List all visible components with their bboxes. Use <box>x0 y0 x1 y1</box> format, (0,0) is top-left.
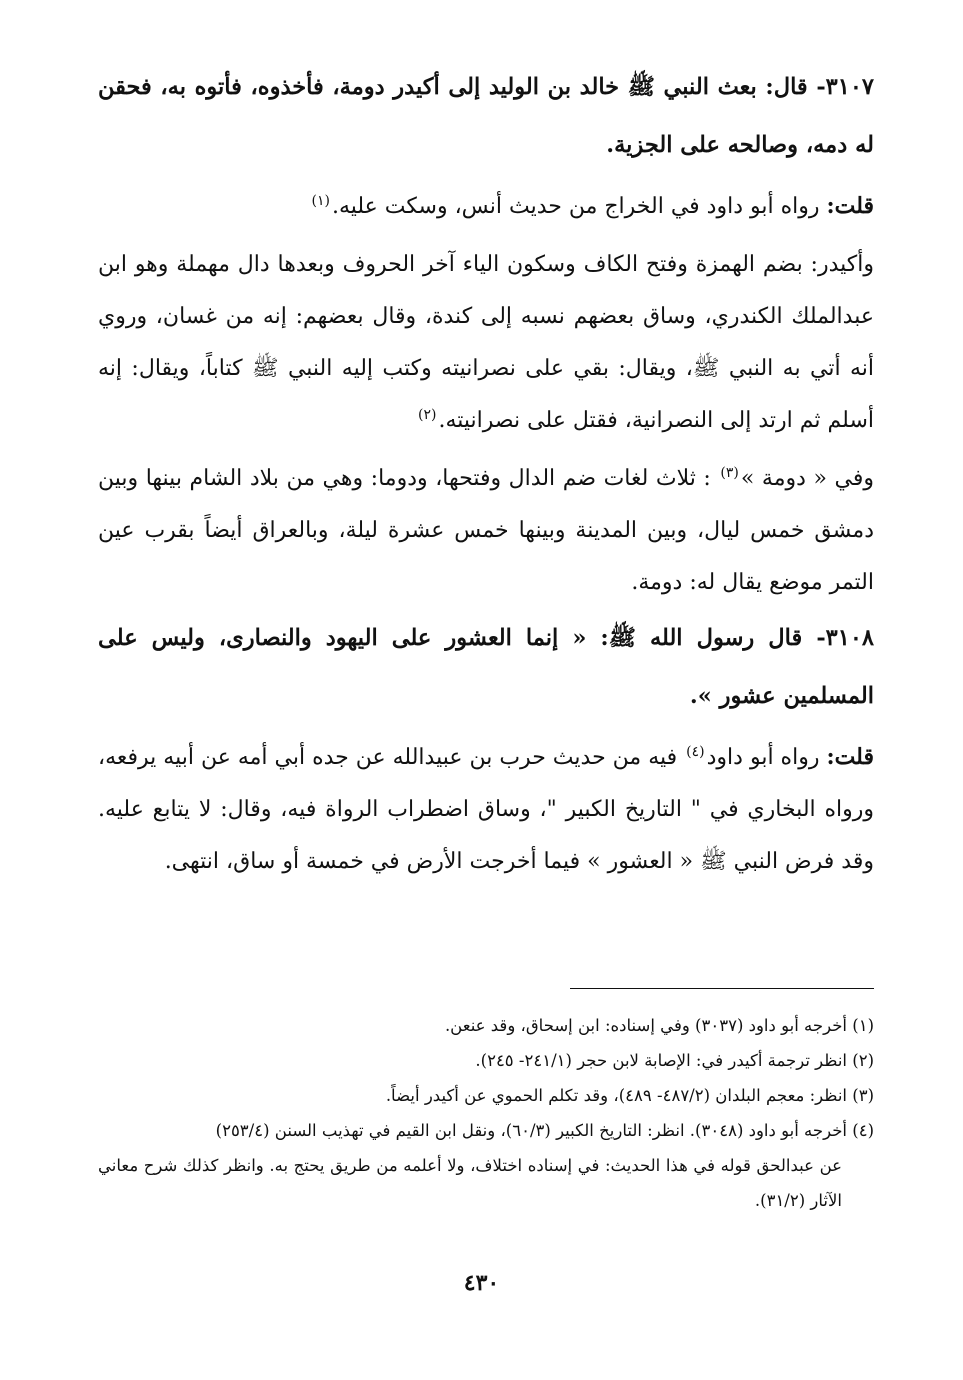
hadith-number: ٣١٠٨- <box>816 625 874 651</box>
hadith-text: قال رسول الله ﷺ: « إنما العشور على اليهود والنصارى، وليس على المسلمين عشور ». <box>98 625 874 709</box>
qult-label: قلت: <box>826 744 874 770</box>
footnote-3: (٣) انظر: معجم البلدان (٤٨٧/٢- ٤٨٩)، وقد تكلم الحموي عن أكيدر أيضاً. <box>385 1086 874 1105</box>
hadith-text: قال: بعث النبي ﷺ خالد بن الوليد إلى أكيدر دومة، فأخذوه، فأتوه به، فحقن له دمه، وصالحه على الجزية. <box>98 74 874 158</box>
duma-paragraph <box>98 453 874 609</box>
commentary-text-after: فيه من حديث حرب بن عبيدالله عن جده أبي أمه عن أبيه يرفعه، ورواه البخاري في " التاريخ الكبير "، وساق اضطراب الرواة فيه، وقال: لا يتابع عليه. وقد فرض النبي ﷺ « العشور » فيما أخرجت الأرض في خمسة أو ساق، انتهى. <box>98 745 874 874</box>
footnote-1: (١) أخرجه أبو داود (٣٠٣٧) وفي إسناده: ابن إسحاق، وقد عنعن. <box>444 1016 874 1035</box>
footnote-marker: (٤) <box>686 743 705 760</box>
hadith-3107 <box>98 58 874 174</box>
page-number: ٤٣٠ <box>463 1270 500 1296</box>
hadith-number: ٣١٠٧- <box>816 74 874 100</box>
footnote-4-continuation: عن عبدالحق قوله في هذا الحديث: في إسناده اختلاف، ولا أعلمه من طريق يحتج به. وانظر كذلك شرح معاني الآثار (٣١/٢). <box>98 1156 842 1210</box>
footnote-separator <box>570 988 874 989</box>
commentary-text-before: رواه أبو داود <box>706 745 820 770</box>
footnotes <box>98 1008 874 1218</box>
paragraph-text: وأكيدر: بضم الهمزة وفتح الكاف وسكون الياء آخر الحروف وبعدها دال مهملة وهو ابن عبدالملك الكندري، وساق بعضهم نسبه إلى كندة، وقال بعضهم: إنه من غسان، وروي أنه أتي به النبي ﷺ، ويقال: بقي على نصرانيته وكتب إليه النبي ﷺ كتاباً، ويقال: إنه أسلم ثم ارتد إلى النصرانية، فقتل على نصرانيته. <box>98 252 874 433</box>
paragraph-text-before: وفي « دومة » <box>740 466 874 491</box>
footnote-4: (٤) أخرجه أبو داود (٣٠٤٨). انظر: التاريخ الكبير (٦٠/٣)، ونقل ابن القيم في تهذيب السنن (٢٥٣/٤) <box>215 1121 874 1140</box>
footnote-2: (٢) انظر ترجمة أكيدر في: الإصابة لابن حجر (٢٤١/١- ٢٤٥). <box>475 1051 874 1070</box>
footnote-marker: (٣) <box>720 464 739 481</box>
ukaydir-paragraph <box>98 239 874 447</box>
commentary-3108 <box>98 731 874 888</box>
qult-label: قلت: <box>826 193 874 219</box>
page-body <box>98 58 874 888</box>
footnote-marker: (٢) <box>418 406 437 423</box>
commentary-text: رواه أبو داود في الخراج من حديث أنس، وسكت عليه. <box>331 194 820 219</box>
footnote-marker: (١) <box>311 192 330 209</box>
commentary-3107 <box>98 180 874 233</box>
hadith-3108 <box>98 609 874 725</box>
paragraph-text-after: : ثلاث لغات ضم الدال وفتحها، ودوما: وهي من بلاد الشام بينها وبين دمشق خمس ليال، وبين المدينة وبينها خمس عشرة ليلة، وبالعراق أيضاً بقرب عين التمر موضع يقال له: دومة. <box>98 466 874 595</box>
